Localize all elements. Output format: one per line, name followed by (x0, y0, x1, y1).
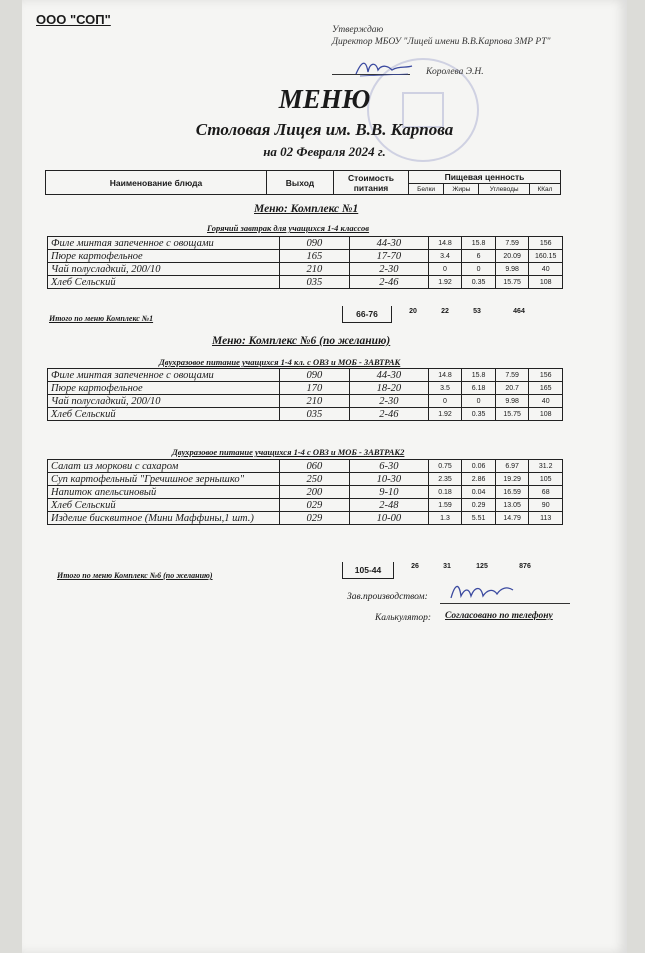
dish-price: 2-30 (350, 395, 429, 408)
header-proteins: Белки (409, 184, 444, 195)
header-kcal: ККал (529, 184, 560, 195)
complex6-table2 (47, 459, 563, 525)
dish-proteins: 3.4 (428, 250, 462, 263)
complex1-total-price: 66-76 (342, 306, 392, 323)
dish-name: Чай полусладкий, 200/10 (48, 263, 280, 276)
dish-proteins: 1.3 (428, 512, 462, 525)
dish-name: Филе минтая запеченное с овощами (48, 369, 280, 382)
header-cost: Стоимость питания (334, 171, 409, 195)
dish-price: 6-30 (350, 460, 429, 473)
complex1-subtitle: Горячий завтрак для учащихся 1-4 классов (207, 223, 370, 233)
complex6-total-price: 105-44 (342, 562, 394, 579)
complex1-total-fats: 22 (441, 308, 449, 315)
dish-fats: 2.86 (462, 473, 496, 486)
table-row (48, 473, 563, 486)
dish-fats: 0 (462, 395, 496, 408)
dish-carbs: 6.97 (495, 460, 529, 473)
complex6-total-kcal: 876 (519, 563, 531, 570)
dish-fats: 0.04 (462, 486, 496, 499)
table-row (48, 276, 563, 289)
complex1-title: Меню: Комплекс №1 (254, 203, 359, 215)
dish-price: 17-70 (350, 250, 429, 263)
header-yield: Выход (267, 171, 334, 195)
dish-fats: 0.35 (462, 276, 496, 289)
table-row (48, 263, 563, 276)
dish-proteins: 1.59 (428, 499, 462, 512)
complex1-total-label: Итого по меню Комплекс №1 (49, 314, 154, 323)
organization-name: ООО "СОП" (36, 12, 111, 27)
dish-name: Филе минтая запеченное с овощами (48, 237, 280, 250)
header-dish: Наименование блюда (46, 171, 267, 195)
dish-fats: 15.8 (462, 369, 496, 382)
dish-carbs: 9.98 (495, 263, 529, 276)
dish-carbs: 19.29 (495, 473, 529, 486)
complex6-subtitle2: Двухразовое питание учащихся 1-4 с ОВЗ и МОБ - ЗАВТРАК2 (172, 447, 405, 457)
dish-price: 2-30 (350, 263, 429, 276)
dish-name: Хлеб Сельский (48, 276, 280, 289)
approval-block (332, 24, 567, 77)
agreement-note: Согласовано по телефону (445, 611, 553, 621)
producer-signature (447, 578, 517, 604)
complex1-table (47, 236, 563, 289)
director-signature (352, 56, 416, 80)
dish-kcal: 165 (529, 382, 563, 395)
column-header-table (45, 170, 561, 195)
dish-name: Хлеб Сельский (48, 408, 280, 421)
dish-kcal: 31.2 (529, 460, 563, 473)
calculator-label: Калькулятор: (375, 613, 432, 623)
dish-price: 2-46 (350, 408, 429, 421)
header-fats: Жиры (444, 184, 479, 195)
table-row (48, 395, 563, 408)
dish-yield: 060 (279, 460, 349, 473)
dish-carbs: 20.09 (495, 250, 529, 263)
dish-kcal: 160.15 (529, 250, 563, 263)
dish-price: 9-10 (350, 486, 429, 499)
dish-price: 10-30 (350, 473, 429, 486)
dish-kcal: 90 (529, 499, 563, 512)
dish-yield: 210 (279, 395, 349, 408)
dish-proteins: 1.92 (428, 408, 462, 421)
producer-label: Зав.производством: (347, 592, 428, 602)
dish-price: 2-48 (350, 499, 429, 512)
dish-kcal: 108 (529, 276, 563, 289)
table-row (48, 369, 563, 382)
approval-line1: Утверждаю (332, 25, 384, 35)
dish-fats: 15.8 (462, 237, 496, 250)
dish-price: 44-30 (350, 369, 429, 382)
dish-kcal: 40 (529, 263, 563, 276)
dish-carbs: 7.59 (495, 237, 529, 250)
table-row (48, 250, 563, 263)
dish-fats: 0.35 (462, 408, 496, 421)
dish-name: Пюре картофельное (48, 250, 280, 263)
dish-name: Изделие бисквитное (Мини Маффины,1 шт.) (48, 512, 280, 525)
dish-yield: 200 (279, 486, 349, 499)
dish-carbs: 15.75 (495, 276, 529, 289)
dish-kcal: 68 (529, 486, 563, 499)
dish-price: 10-00 (350, 512, 429, 525)
dish-kcal: 156 (529, 237, 563, 250)
dish-name: Суп картофельный "Гречишное зернышко" (48, 473, 280, 486)
page-title: МЕНЮ (278, 84, 371, 114)
dish-yield: 165 (279, 250, 349, 263)
complex6-total-carbs: 125 (476, 563, 488, 570)
dish-yield: 170 (279, 382, 349, 395)
dish-name: Хлеб Сельский (48, 499, 280, 512)
table-row (48, 237, 563, 250)
dish-price: 2-46 (350, 276, 429, 289)
complex6-title: Меню: Комплекс №6 (по желанию) (212, 335, 391, 347)
dish-carbs: 20.7 (495, 382, 529, 395)
dish-yield: 035 (279, 276, 349, 289)
dish-yield: 210 (279, 263, 349, 276)
complex6-total-fats: 31 (443, 563, 451, 570)
dish-kcal: 40 (529, 395, 563, 408)
dish-proteins: 0 (428, 395, 462, 408)
complex1-total-proteins: 20 (409, 308, 417, 315)
table-row (48, 486, 563, 499)
approval-line2: Директор МБОУ "Лицей имени В.В.Карпова ЗМР РТ" (332, 37, 551, 47)
dish-proteins: 14.8 (428, 237, 462, 250)
dish-price: 18-20 (350, 382, 429, 395)
complex1-total-kcal: 464 (513, 308, 525, 315)
complex1-total-carbs: 53 (473, 308, 481, 315)
dish-proteins: 0.75 (428, 460, 462, 473)
approval-signer: Королева Э.Н. (426, 67, 484, 77)
dish-proteins: 14.8 (428, 369, 462, 382)
complex6-total-label: Итого по меню Комплекс №6 (по желанию) (57, 571, 213, 580)
dish-carbs: 14.79 (495, 512, 529, 525)
dish-proteins: 1.92 (428, 276, 462, 289)
menu-sheet (22, 0, 627, 953)
dish-name: Салат из моркови с сахаром (48, 460, 280, 473)
table-row (48, 408, 563, 421)
dish-carbs: 13.05 (495, 499, 529, 512)
dish-proteins: 3.5 (428, 382, 462, 395)
menu-date: на 02 Февраля 2024 г. (263, 144, 386, 159)
dish-fats: 0.29 (462, 499, 496, 512)
dish-fats: 6 (462, 250, 496, 263)
dish-name: Напиток апельсиновый (48, 486, 280, 499)
dish-carbs: 16.59 (495, 486, 529, 499)
dish-proteins: 2.35 (428, 473, 462, 486)
dish-fats: 0 (462, 263, 496, 276)
dish-kcal: 113 (529, 512, 563, 525)
dish-yield: 029 (279, 512, 349, 525)
header-nutrition: Пищевая ценность (409, 171, 561, 184)
dish-kcal: 105 (529, 473, 563, 486)
table-row (48, 512, 563, 525)
dish-yield: 090 (279, 237, 349, 250)
table-row (48, 382, 563, 395)
table-row (48, 460, 563, 473)
dish-proteins: 0.18 (428, 486, 462, 499)
dish-fats: 5.51 (462, 512, 496, 525)
dish-carbs: 9.98 (495, 395, 529, 408)
dish-carbs: 15.75 (495, 408, 529, 421)
dish-yield: 250 (279, 473, 349, 486)
dish-kcal: 108 (529, 408, 563, 421)
header-carbs: Углеводы (479, 184, 530, 195)
dish-name: Чай полусладкий, 200/10 (48, 395, 280, 408)
complex6-subtitle1: Двухразовое питание учащихся 1-4 кл. с ОВЗ и МОБ - ЗАВТРАК (159, 357, 401, 367)
dish-carbs: 7.59 (495, 369, 529, 382)
dish-kcal: 156 (529, 369, 563, 382)
dish-name: Пюре картофельное (48, 382, 280, 395)
complex6-total-proteins: 26 (411, 563, 419, 570)
table-row (48, 499, 563, 512)
dish-yield: 090 (279, 369, 349, 382)
dish-proteins: 0 (428, 263, 462, 276)
dish-price: 44-30 (350, 237, 429, 250)
dish-fats: 0.06 (462, 460, 496, 473)
dish-yield: 029 (279, 499, 349, 512)
canteen-name: Столовая Лицея им. В.В. Карпова (195, 120, 454, 139)
dish-fats: 6.18 (462, 382, 496, 395)
complex6-table1 (47, 368, 563, 421)
dish-yield: 035 (279, 408, 349, 421)
